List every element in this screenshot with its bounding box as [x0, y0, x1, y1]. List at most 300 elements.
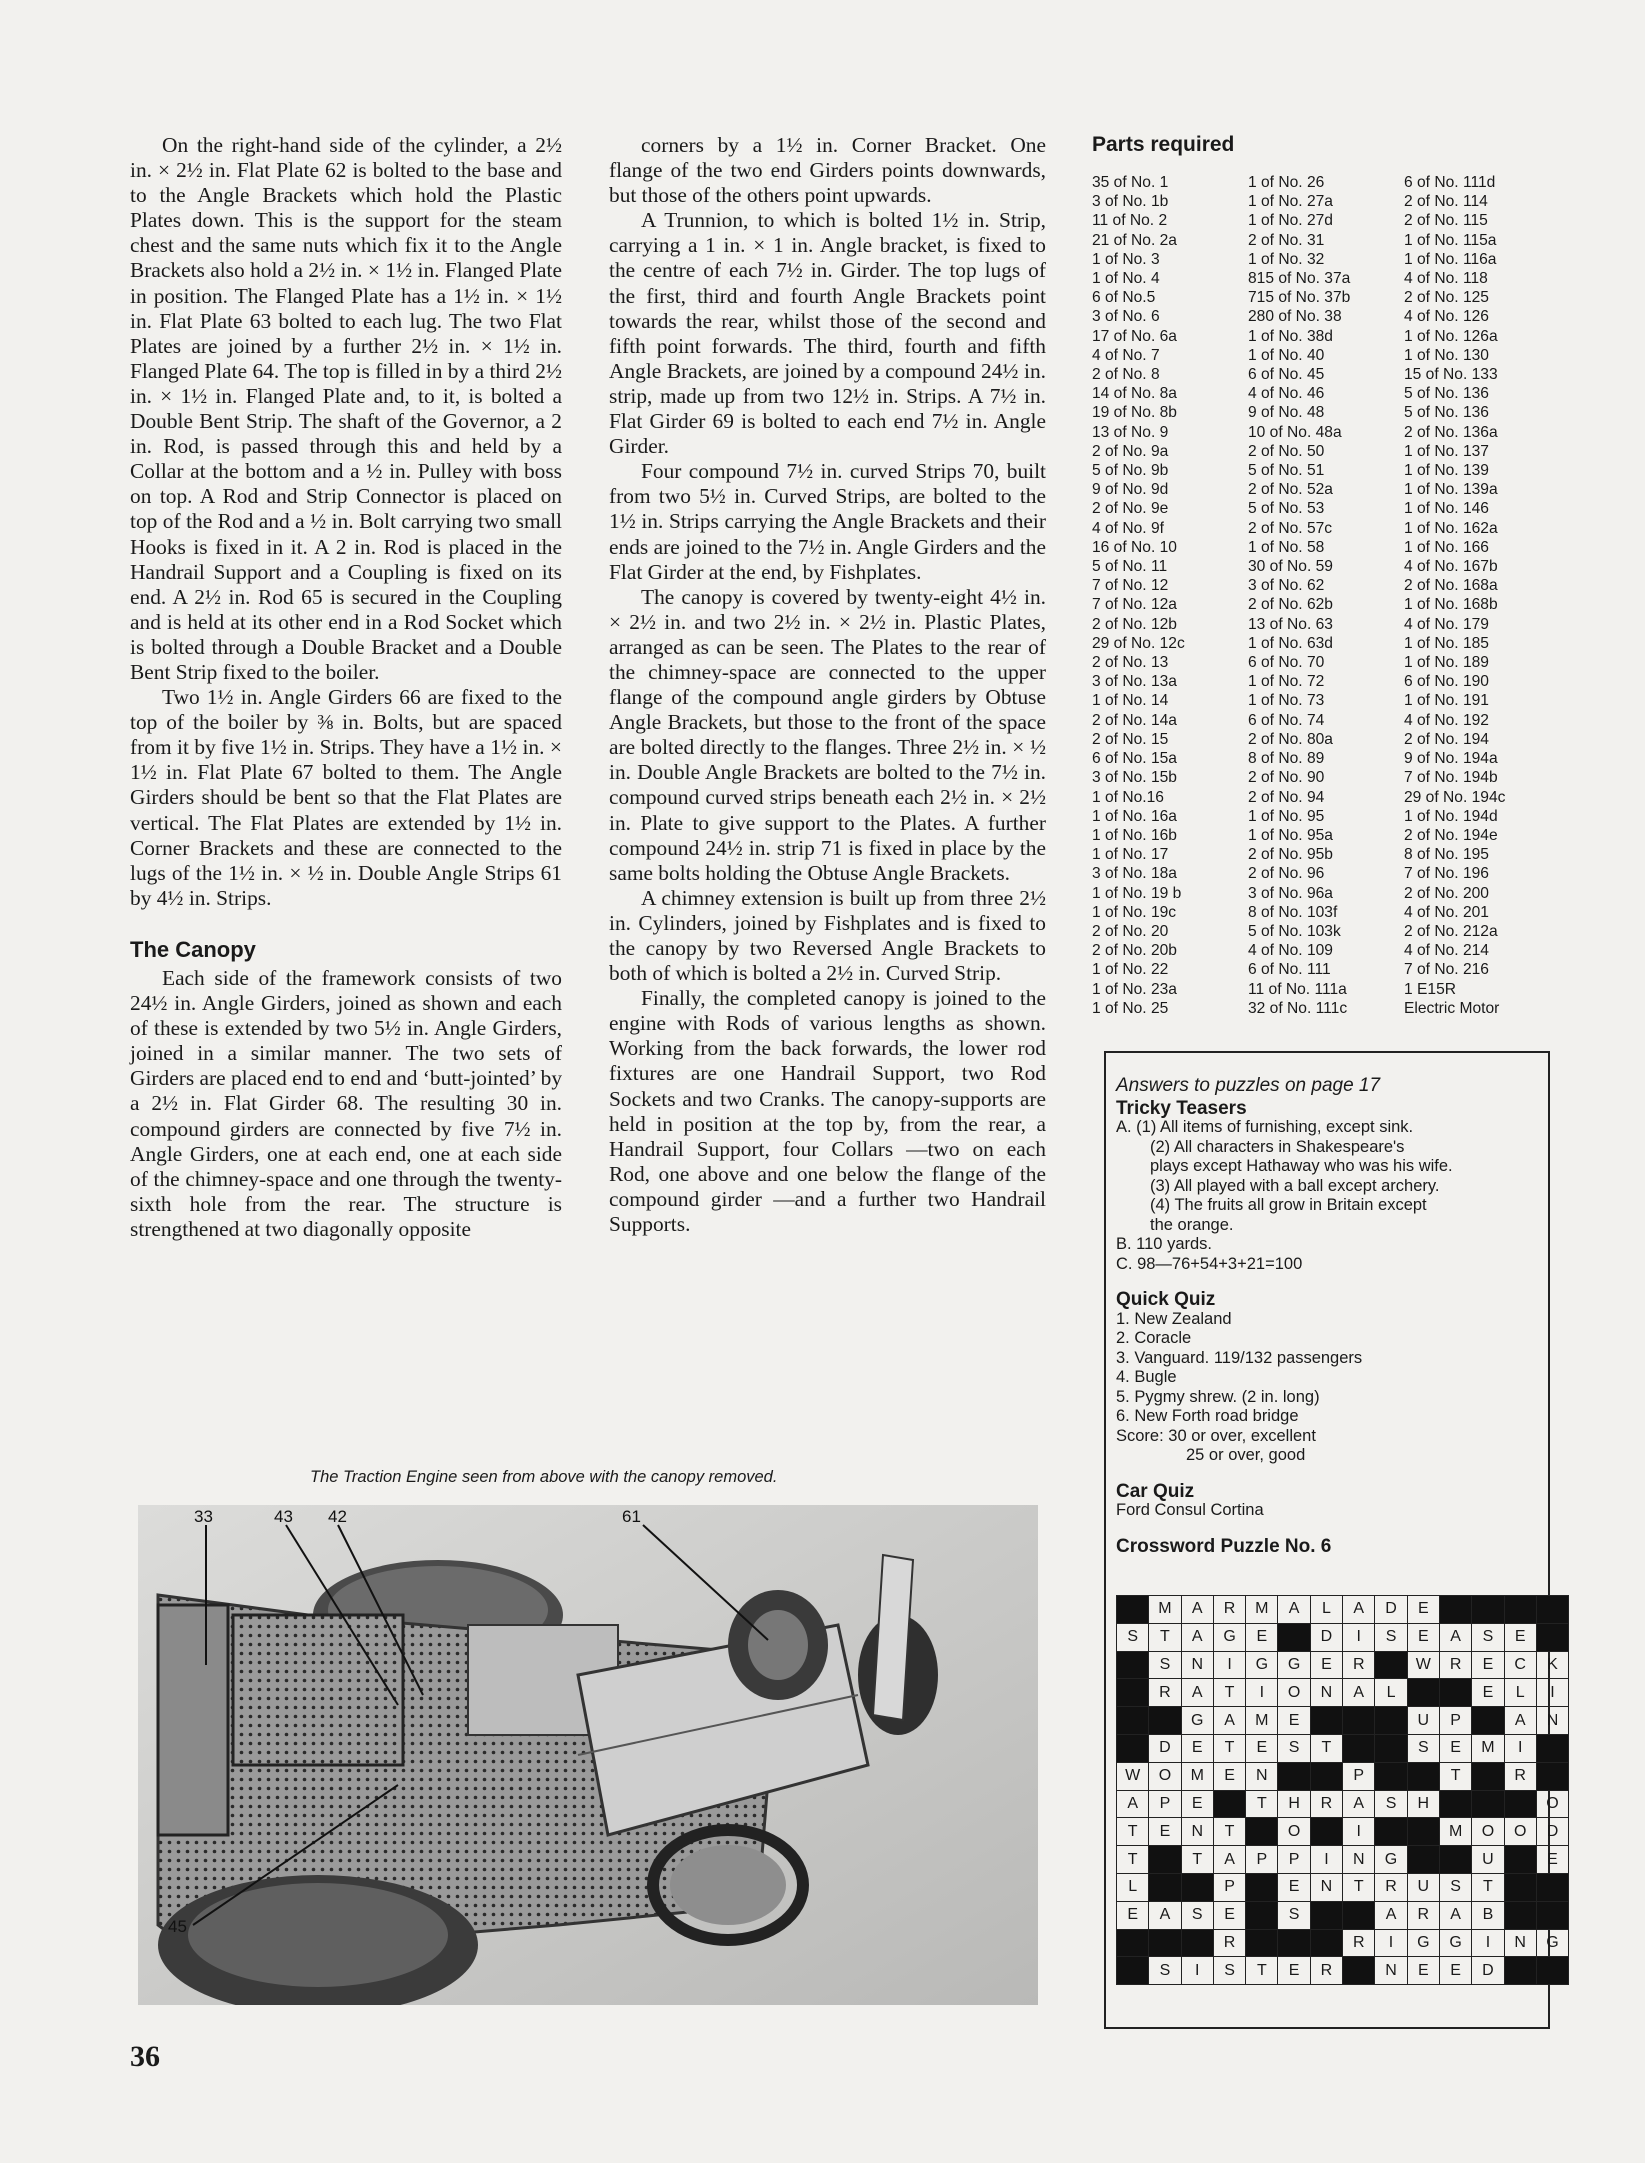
part-item: 35 of No. 1: [1092, 174, 1169, 191]
paragraph: The canopy is covered by twenty-eight 4½ in. × 2½ in. and two 2½ in. × 2½ in. Plastic Plates, arranged as can be seen. The Plates to the rear of the chimney-space are connected to the upper flange of the compound angle girders by Obtuse Angle Brackets, but those to the front of the space are bolted directly to the flanges. Three 2½ in. × ½ in. Double Angle Brackets are bolted to the 7½ in. compound curved strips beneath each 2½ in. × 2½ in. Plate to give support to the Plates. A further compound 24½ in. strip 71 is fixed in place by the same bolts holding the Obtuse Angle Brackets.: [609, 584, 1046, 885]
crossword-cell: E: [1213, 1762, 1245, 1790]
crossword-block: [1504, 1957, 1536, 1985]
answer-line: A. (1) All items of furnishing, except sink.: [1116, 1118, 1414, 1136]
crossword-cell: M: [1472, 1734, 1504, 1762]
text-column-middle: [609, 133, 1046, 1237]
crossword-row: [1117, 1929, 1569, 1957]
crossword-block: [1472, 1596, 1504, 1624]
crossword-cell: G: [1407, 1929, 1439, 1957]
crossword-cell: M: [1246, 1707, 1278, 1735]
part-item: 1 of No. 16b: [1092, 826, 1177, 844]
crossword-cell: G: [1536, 1929, 1568, 1957]
crossword-cell: E: [1504, 1623, 1536, 1651]
part-item: 1 of No. 14: [1092, 692, 1169, 710]
crossword-cell: E: [1117, 1901, 1149, 1929]
part-item: 6 of No. 70: [1248, 654, 1325, 672]
part-item: 2 of No. 90: [1248, 769, 1325, 787]
part-item: 5 of No. 9b: [1092, 462, 1169, 480]
crossword-block: [1472, 1707, 1504, 1735]
crossword-block: [1117, 1734, 1149, 1762]
crossword-cell: T: [1181, 1846, 1213, 1874]
part-item: 5 of No. 103k: [1248, 922, 1341, 940]
part-item: 7 of No. 194b: [1404, 769, 1498, 787]
answer-line: Score: 30 or over, excellent: [1116, 1426, 1316, 1445]
part-item: 1 of No. 17: [1092, 846, 1169, 864]
answers-section: [1116, 1076, 1536, 1556]
part-item: 1 of No. 58: [1248, 538, 1325, 556]
crossword-block: [1117, 1929, 1149, 1957]
part-item: 2 of No. 114: [1404, 193, 1488, 211]
part-item: 2 of No. 94: [1248, 788, 1325, 806]
crossword-block: [1504, 1846, 1536, 1874]
part-item: 19 of No. 8b: [1092, 404, 1177, 422]
part-item: 14 of No. 8a: [1092, 385, 1177, 403]
crossword-block: [1375, 1762, 1407, 1790]
crossword-cell: P: [1213, 1873, 1245, 1901]
photo-label: 43: [274, 1507, 293, 1526]
part-item: 3 of No. 96a: [1248, 884, 1333, 902]
crossword-cell: A: [1213, 1846, 1245, 1874]
answer-line: 4. Bugle: [1116, 1368, 1177, 1386]
part-item: 2 of No. 15: [1092, 730, 1169, 748]
part-item: 1 of No. 115a: [1404, 231, 1497, 249]
crossword-block: [1310, 1901, 1342, 1929]
part-item: 1 of No. 19c: [1092, 903, 1177, 921]
part-item: 2 of No. 62b: [1248, 596, 1333, 614]
crossword-cell: E: [1278, 1873, 1310, 1901]
crossword-cell: P: [1343, 1762, 1375, 1790]
crossword-cell: E: [1439, 1957, 1471, 1985]
crossword-cell: G: [1246, 1651, 1278, 1679]
paragraph: corners by a 1½ in. Corner Bracket. One flange of the two end Girders points downwards, but those of the others point upwards.: [609, 133, 1046, 208]
quiz-list: [1116, 1310, 1536, 1466]
crossword-cell: S: [1278, 1734, 1310, 1762]
crossword-cell: P: [1246, 1846, 1278, 1874]
crossword-cell: N: [1310, 1873, 1342, 1901]
part-item: 2 of No. 20: [1092, 922, 1169, 940]
crossword-cell: N: [1343, 1846, 1375, 1874]
part-item: 1 of No. 191: [1404, 692, 1489, 710]
photo-label: 42: [328, 1507, 347, 1526]
part-item: 2 of No. 136a: [1404, 423, 1498, 441]
part-item: 1 of No. 72: [1248, 673, 1325, 691]
crossword-cell: G: [1181, 1707, 1213, 1735]
crossword-cell: E: [1472, 1679, 1504, 1707]
part-item: 2 of No. 194: [1404, 730, 1489, 748]
text-column-left: [130, 133, 562, 1242]
part-item: 4 of No. 126: [1404, 308, 1489, 326]
crossword-cell: E: [1181, 1790, 1213, 1818]
crossword-row: [1117, 1818, 1569, 1846]
crossword-cell: A: [1343, 1790, 1375, 1818]
crossword-cell: O: [1504, 1818, 1536, 1846]
crossword-block: [1278, 1623, 1310, 1651]
crossword-cell: D: [1536, 1818, 1568, 1846]
part-item: 2 of No. 200: [1404, 884, 1489, 902]
crossword-cell: S: [1407, 1734, 1439, 1762]
crossword-block: [1117, 1679, 1149, 1707]
part-item: 4 of No. 167b: [1404, 558, 1498, 576]
part-item: 11 of No. 2: [1092, 212, 1168, 230]
crossword-cell: S: [1149, 1651, 1181, 1679]
part-item: 2 of No. 12b: [1092, 615, 1177, 633]
crossword-cell: I: [1343, 1818, 1375, 1846]
part-item: 1 of No.16: [1092, 788, 1164, 806]
crossword-cell: A: [1181, 1679, 1213, 1707]
crossword-block: [1375, 1651, 1407, 1679]
crossword-block: [1310, 1762, 1342, 1790]
part-item: 1 of No. 22: [1092, 961, 1169, 979]
crossword-cell: T: [1472, 1873, 1504, 1901]
part-item: 3 of No. 1b: [1092, 193, 1169, 211]
part-item: 1 of No. 27d: [1248, 212, 1333, 230]
crossword-block: [1246, 1873, 1278, 1901]
part-item: 1 E15R: [1404, 980, 1457, 998]
part-item: 10 of No. 48a: [1248, 423, 1342, 441]
crossword-cell: E: [1246, 1734, 1278, 1762]
crossword-block: [1536, 1957, 1568, 1985]
part-item: 17 of No. 6a: [1092, 327, 1177, 345]
crossword-block: [1375, 1734, 1407, 1762]
part-item: 1 of No. 23a: [1092, 980, 1177, 998]
crossword-cell: R: [1149, 1679, 1181, 1707]
crossword-cell: C: [1504, 1651, 1536, 1679]
crossword-cell: M: [1246, 1596, 1278, 1624]
crossword-block: [1278, 1762, 1310, 1790]
crossword-row: [1117, 1901, 1569, 1929]
crossword-cell: U: [1472, 1846, 1504, 1874]
part-item: 1 of No. 189: [1404, 654, 1489, 672]
part-item: 6 of No. 111: [1248, 961, 1331, 979]
photo-label: 45: [168, 1917, 187, 1936]
part-item: 815 of No. 37a: [1248, 270, 1351, 288]
crossword-cell: U: [1407, 1707, 1439, 1735]
crossword-cell: R: [1213, 1929, 1245, 1957]
crossword-grid: [1116, 1595, 1569, 1985]
photo-label: 61: [622, 1507, 641, 1526]
crossword-cell: I: [1504, 1734, 1536, 1762]
crossword-cell: H: [1278, 1790, 1310, 1818]
crossword-cell: I: [1246, 1679, 1278, 1707]
crossword-cell: T: [1246, 1790, 1278, 1818]
crossword-cell: O: [1278, 1818, 1310, 1846]
crossword-cell: D: [1149, 1734, 1181, 1762]
part-item: 2 of No. 80a: [1248, 730, 1333, 748]
crossword-block: [1343, 1734, 1375, 1762]
crossword-block: [1439, 1679, 1471, 1707]
traction-engine-photo: [138, 1505, 1038, 2005]
crossword-cell: K: [1536, 1651, 1568, 1679]
crossword-cell: N: [1504, 1929, 1536, 1957]
part-item: 2 of No. 20b: [1092, 942, 1177, 960]
crossword-cell: S: [1149, 1957, 1181, 1985]
answer-line: 5. Pygmy shrew. (2 in. long): [1116, 1387, 1320, 1406]
answer-line: 2. Coracle: [1116, 1329, 1192, 1347]
crossword-cell: A: [1149, 1901, 1181, 1929]
crossword-cell: R: [1439, 1651, 1471, 1679]
part-item: 2 of No. 125: [1404, 289, 1489, 307]
part-item: 8 of No. 195: [1404, 846, 1489, 864]
crossword-cell: E: [1472, 1651, 1504, 1679]
crossword-block: [1407, 1679, 1439, 1707]
answer-line: (3) All played with a ball except archery.: [1150, 1176, 1440, 1195]
crossword-row: [1117, 1651, 1569, 1679]
paragraph: Each side of the framework consists of two 24½ in. Angle Girders, joined as shown and each of these is extended by two 5½ in. Angle Girders, joined in a similar manner. The two sets of Girders are placed end to end and ‘butt-jointed’ by a 2½ in. Flat Girder 68. The resulting 30 in. compound girders are connected by five 7½ in. Angle Girders, one at each end, one at each side of the chimney-space and one through the twenty-sixth hole from the rear. The structure is strengthened at two diagonally opposite: [130, 966, 563, 1241]
crossword-row: [1117, 1596, 1569, 1624]
part-item: 4 of No. 109: [1248, 942, 1333, 960]
part-item: 2 of No. 57c: [1248, 519, 1333, 537]
crossword-cell: A: [1181, 1623, 1213, 1651]
answer-line: 3. Vanguard. 119/132 passengers: [1116, 1348, 1363, 1367]
part-item: 29 of No. 194c: [1404, 788, 1506, 806]
part-item: 6 of No. 111d: [1404, 174, 1496, 191]
crossword-block: [1536, 1901, 1568, 1929]
part-item: 4 of No. 192: [1404, 711, 1489, 729]
part-item: 1 of No. 162a: [1404, 519, 1498, 537]
part-item: 5 of No. 136: [1404, 385, 1489, 403]
crossword-cell: S: [1181, 1901, 1213, 1929]
crossword-block: [1149, 1873, 1181, 1901]
paragraph: A Trunnion, to which is bolted 1½ in. Strip, carrying a 1 in. × 1 in. Angle bracket, is fixed to the centre of each 7½ in. Girder. The top lugs of the first, third and fourth Angle Brackets point towards the rear, whilst those of the second and fifth point forwards. The third, fourth and fifth Angle Brackets, are joined by a compound 24½ in. strip, made up from two 12½ in. Strips. A 7½ in. Flat Girder 69 is bolted to each end 7½ in. Angle Girder.: [609, 208, 1046, 459]
answer-line: 6. New Forth road bridge: [1116, 1407, 1299, 1425]
crossword-cell: T: [1213, 1679, 1245, 1707]
crossword-cell: S: [1278, 1901, 1310, 1929]
crossword-block: [1246, 1818, 1278, 1846]
crossword-cell: O: [1472, 1818, 1504, 1846]
crossword-block: [1278, 1929, 1310, 1957]
part-item: 6 of No. 190: [1404, 673, 1489, 691]
crossword-cell: E: [1407, 1623, 1439, 1651]
part-item: 3 of No. 18a: [1092, 865, 1177, 883]
answer-line: plays except Hathaway who was his wife.: [1150, 1157, 1453, 1175]
crossword-block: [1536, 1623, 1568, 1651]
crossword-cell: E: [1439, 1734, 1471, 1762]
crossword-block: [1439, 1596, 1471, 1624]
answer-line: 1. New Zealand: [1116, 1309, 1232, 1328]
part-item: 1 of No. 130: [1404, 346, 1489, 364]
part-item: 2 of No. 50: [1248, 442, 1325, 460]
part-item: 5 of No. 53: [1248, 500, 1325, 518]
crossword-cell: I: [1181, 1957, 1213, 1985]
crossword-block: [1117, 1957, 1149, 1985]
part-item: 1 of No. 194d: [1404, 807, 1498, 825]
crossword-cell: I: [1343, 1623, 1375, 1651]
crossword-cell: A: [1439, 1901, 1471, 1929]
crossword-row: [1117, 1679, 1569, 1707]
crossword-block: [1149, 1846, 1181, 1874]
photo-caption: The Traction Engine seen from above with the canopy removed.: [310, 1468, 778, 1486]
crossword-cell: A: [1439, 1623, 1471, 1651]
crossword-row: [1117, 1846, 1569, 1874]
crossword-block: [1375, 1707, 1407, 1735]
part-item: 29 of No. 12c: [1092, 634, 1185, 652]
part-item: 9 of No. 194a: [1404, 750, 1498, 768]
crossword-block: [1343, 1707, 1375, 1735]
parts-column-3: [1404, 173, 1554, 1018]
part-item: 2 of No. 115: [1404, 212, 1488, 230]
crossword-block: [1504, 1873, 1536, 1901]
part-item: 6 of No.5: [1092, 289, 1156, 307]
part-item: 1 of No. 95: [1248, 807, 1325, 825]
crossword-cell: H: [1407, 1790, 1439, 1818]
part-item: 1 of No. 26: [1248, 174, 1325, 191]
part-item: 7 of No. 12a: [1092, 596, 1177, 614]
part-item: 9 of No. 48: [1248, 404, 1325, 422]
paragraph: Four compound 7½ in. curved Strips 70, built from two 5½ in. Curved Strips, are bolted to the 1½ in. Strips carrying the Angle Brackets and their ends are joined to the 7½ in. Angle Girders and the Flat Girder at the end, by Fishplates.: [609, 459, 1046, 584]
crossword-block: [1310, 1929, 1342, 1957]
crossword-cell: E: [1149, 1818, 1181, 1846]
crossword-cell: N: [1536, 1707, 1568, 1735]
crossword-cell: R: [1343, 1929, 1375, 1957]
tricky-title: Tricky Teasers: [1116, 1097, 1247, 1119]
crossword-row: [1117, 1707, 1569, 1735]
crossword-cell: M: [1439, 1818, 1471, 1846]
part-item: 1 of No. 16a: [1092, 807, 1177, 825]
part-item: 8 of No. 89: [1248, 750, 1325, 768]
crossword-block: [1181, 1873, 1213, 1901]
part-item: 1 of No. 146: [1404, 500, 1489, 518]
part-item: 3 of No. 6: [1092, 308, 1160, 326]
part-item: 13 of No. 63: [1248, 615, 1333, 633]
crossword-cell: G: [1439, 1929, 1471, 1957]
crossword-cell: N: [1375, 1957, 1407, 1985]
part-item: 1 of No. 126a: [1404, 327, 1498, 345]
crossword-cell: E: [1246, 1623, 1278, 1651]
part-item: 7 of No. 12: [1092, 577, 1169, 595]
crossword-cell: A: [1343, 1596, 1375, 1624]
crossword-block: [1343, 1901, 1375, 1929]
crossword-cell: M: [1181, 1762, 1213, 1790]
crossword-block: [1407, 1818, 1439, 1846]
crossword-cell: R: [1310, 1790, 1342, 1818]
crossword-cell: P: [1439, 1707, 1471, 1735]
crossword-block: [1310, 1707, 1342, 1735]
part-item: 9 of No. 9d: [1092, 481, 1169, 499]
crossword-cell: T: [1149, 1623, 1181, 1651]
car-quiz-title: Car Quiz: [1116, 1480, 1195, 1502]
crossword-cell: E: [1536, 1846, 1568, 1874]
crossword-block: [1472, 1790, 1504, 1818]
crossword-cell: R: [1343, 1651, 1375, 1679]
crossword-cell: T: [1213, 1734, 1245, 1762]
crossword-cell: L: [1375, 1679, 1407, 1707]
crossword-cell: T: [1117, 1818, 1149, 1846]
crossword-block: [1536, 1734, 1568, 1762]
part-item: 8 of No. 103f: [1248, 903, 1338, 921]
part-item: 6 of No. 45: [1248, 366, 1325, 384]
part-item: 1 of No. 27a: [1248, 193, 1333, 211]
crossword-cell: A: [1343, 1679, 1375, 1707]
crossword-row: [1117, 1734, 1569, 1762]
part-item: 1 of No. 139a: [1404, 481, 1498, 499]
crossword-cell: E: [1213, 1901, 1245, 1929]
parts-column-1: [1092, 173, 1242, 1018]
part-item: 7 of No. 196: [1404, 865, 1489, 883]
crossword-cell: E: [1310, 1651, 1342, 1679]
crossword-cell: A: [1375, 1901, 1407, 1929]
part-item: 11 of No. 111a: [1248, 980, 1347, 998]
section-heading: The Canopy: [130, 936, 256, 962]
part-item: 280 of No. 38: [1248, 308, 1342, 326]
part-item: 2 of No. 14a: [1092, 711, 1177, 729]
crossword-block: [1407, 1846, 1439, 1874]
part-item: 32 of No. 111c: [1248, 999, 1348, 1017]
crossword-block: [1439, 1790, 1471, 1818]
crossword-block: [1439, 1846, 1471, 1874]
crossword-cell: W: [1407, 1651, 1439, 1679]
crossword-cell: W: [1117, 1762, 1149, 1790]
crossword-cell: G: [1278, 1651, 1310, 1679]
crossword-cell: L: [1504, 1679, 1536, 1707]
part-item: 5 of No. 136: [1404, 404, 1489, 422]
part-item: 1 of No. 139: [1404, 462, 1489, 480]
photo-label: 33: [194, 1507, 213, 1526]
crossword-row: [1117, 1762, 1569, 1790]
part-item: 2 of No. 8: [1092, 366, 1160, 384]
crossword-cell: R: [1310, 1957, 1342, 1985]
part-item: 1 of No. 185: [1404, 634, 1489, 652]
part-item: 1 of No. 25: [1092, 999, 1169, 1017]
part-item: 2 of No. 95b: [1248, 846, 1333, 864]
crossword-cell: O: [1149, 1762, 1181, 1790]
part-item: 1 of No. 19 b: [1092, 884, 1182, 902]
crossword-row: [1117, 1957, 1569, 1985]
part-item: 2 of No. 52a: [1248, 481, 1333, 499]
crossword-cell: E: [1407, 1957, 1439, 1985]
crossword-block: [1246, 1901, 1278, 1929]
answer-line: C. 98—76+54+3+21=100: [1116, 1254, 1303, 1273]
answer-line: 25 or over, good: [1186, 1446, 1306, 1464]
crossword-block: [1246, 1929, 1278, 1957]
crossword-cell: R: [1375, 1873, 1407, 1901]
crossword-block: [1181, 1929, 1213, 1957]
part-item: 2 of No. 168a: [1404, 577, 1498, 595]
crossword-cell: R: [1213, 1596, 1245, 1624]
part-item: 15 of No. 133: [1404, 366, 1498, 384]
part-item: 3 of No. 62: [1248, 577, 1325, 595]
crossword-cell: R: [1504, 1762, 1536, 1790]
tricky-list: [1116, 1118, 1536, 1274]
crossword-cell: I: [1536, 1679, 1568, 1707]
crossword-cell: A: [1278, 1596, 1310, 1624]
part-item: 1 of No. 137: [1404, 442, 1489, 460]
part-item: 1 of No. 32: [1248, 250, 1325, 268]
crossword-cell: L: [1117, 1873, 1149, 1901]
part-item: 1 of No. 166: [1404, 538, 1489, 556]
part-item: 1 of No. 168b: [1404, 596, 1498, 614]
part-item: 1 of No. 63d: [1248, 634, 1333, 652]
car-quiz-answer: Ford Consul Cortina: [1116, 1501, 1264, 1519]
part-item: 2 of No. 9a: [1092, 442, 1169, 460]
parts-title: Parts required: [1092, 133, 1235, 156]
paragraph: On the right-hand side of the cylinder, a 2½ in. × 2½ in. Flat Plate 62 is bolted to the base and to the Angle Brackets which hold the Plastic Plates down. This is the support for the steam chest and the same nuts which fix it to the Angle Brackets also hold a 2½ in. × 1½ in. Flanged Plate in position. The Flanged Plate has a 1½ in. × 1½ in. Flat Plate 63 bolted to each lug. The two Flat Plates are joined by a further 2½ in. × 1½ in. Flanged Plate 64. The top is filled in by a third 2½ in. × 1½ in. Flanged Plate and, to it, is bolted a Double Bent Strip. The shaft of the Governor, a 2 in. Rod, is passed through this and held by a Collar at the bottom and a ½ in. Pulley with boss on top. A Rod and Strip Connector is placed on top of the Rod and a ½ in. Bolt carrying two small Hooks is fixed in it. A 2 in. Rod is placed in the Handrail Support and a Coupling is fixed on its end. A 2½ in. Rod 65 is secured in the Coupling and is held at its other end in a Rod Socket which is bolted through a Double Bracket and a Double Bent Strip fixed to the boiler.: [130, 133, 562, 684]
part-item: 1 of No. 3: [1092, 250, 1160, 268]
crossword-cell: G: [1213, 1623, 1245, 1651]
parts-column-2: [1248, 173, 1398, 1018]
crossword-cell: T: [1439, 1762, 1471, 1790]
crossword-cell: T: [1213, 1818, 1245, 1846]
part-item: 4 of No. 201: [1404, 903, 1489, 921]
crossword-block: [1343, 1957, 1375, 1985]
crossword-block: [1472, 1762, 1504, 1790]
crossword-cell: D: [1472, 1957, 1504, 1985]
part-item: 2 of No. 96: [1248, 865, 1325, 883]
crossword-block: [1117, 1707, 1149, 1735]
part-item: 1 of No. 38d: [1248, 327, 1333, 345]
part-item: 3 of No. 13a: [1092, 673, 1177, 691]
quiz-title: Quick Quiz: [1116, 1289, 1216, 1310]
part-item: 5 of No. 11: [1092, 558, 1168, 576]
